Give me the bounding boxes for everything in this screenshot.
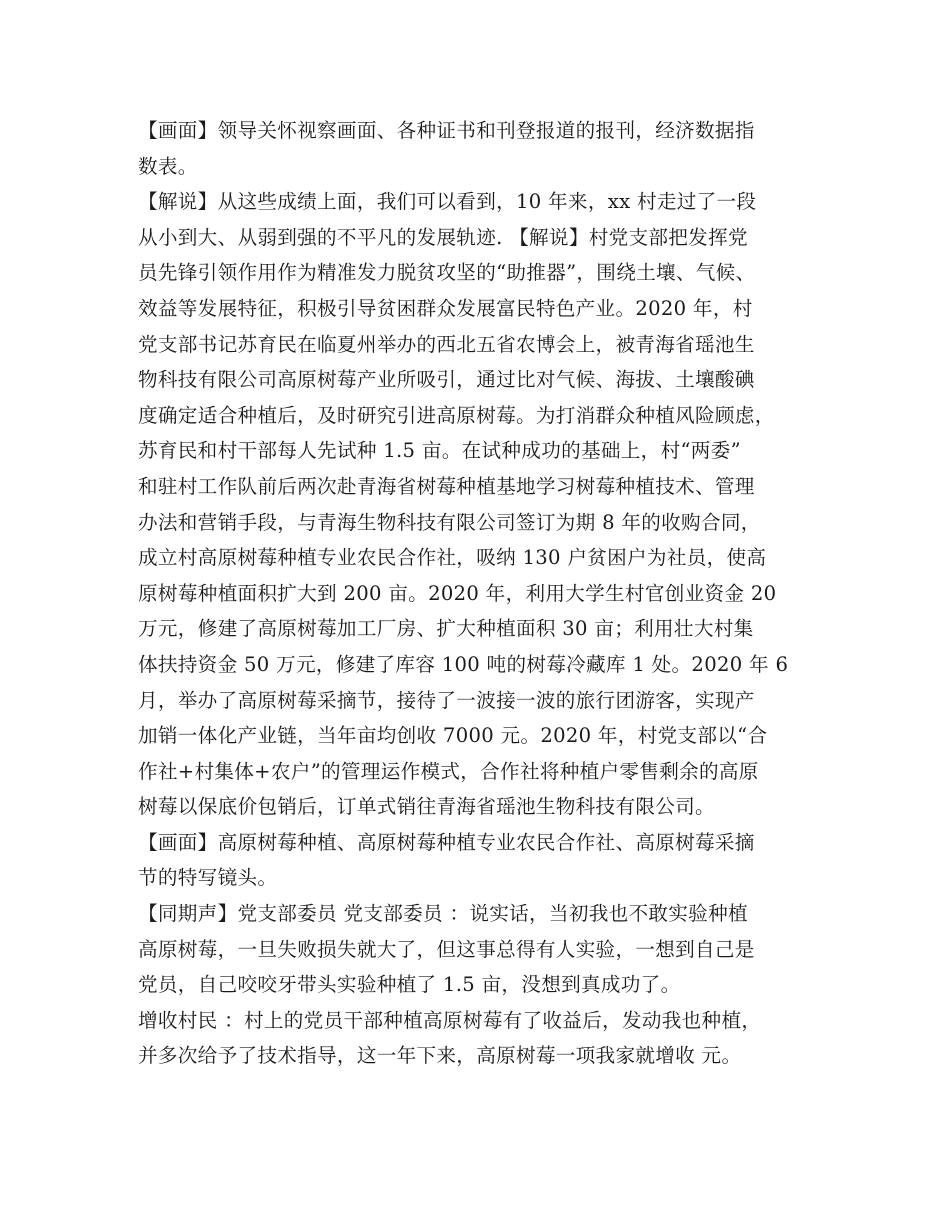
- text-line: 从小到大、从弱到强的不平凡的发展轨迹. 【解说】村党支部把发挥党: [138, 225, 748, 249]
- text-line: 员先锋引领作用作为精准发力脱贫攻坚的“助推器”，围绕土壤、气候、: [138, 261, 756, 285]
- text-line: 苏育民和村干部每人先试种 1.5 亩。在试种成功的基础上，村“两委”: [138, 439, 741, 463]
- text-line: 月，举办了高原树莓采摘节，接待了一波接一波的旅行团游客，实现产: [138, 688, 755, 712]
- text-line: 度确定适合种植后，及时研究引进高原树莓。为打消群众种植风险顾虑，: [138, 403, 775, 427]
- text-line: 增收村民 ：村上的党员干部种植高原树莓有了收益后，发动我也种植，: [138, 1008, 762, 1032]
- text-line: 党支部书记苏育民在临夏州举办的西北五省农博会上，被青海省瑶池生: [138, 332, 755, 356]
- text-line: 作社+村集体+农户”的管理运作模式，合作社将种植户零售剩余的高原: [138, 759, 759, 783]
- text-line: 【画面】高原树莓种植、高原树莓种植专业农民合作社、高原树莓采摘: [138, 830, 755, 854]
- text-line: 成立村高原树莓种植专业农民合作社，吸纳 130 户贫困户为社员，使高: [138, 546, 767, 570]
- document-body: [138, 113, 818, 1074]
- text-line: 和驻村工作队前后两次赴青海省树莓种植基地学习树莓种植技术、管理: [138, 474, 755, 498]
- text-line: 效益等发展特征，积极引导贫困群众发展富民特色产业。2020 年，村: [138, 296, 753, 320]
- text-line: 高原树莓，一旦失败损失就大了，但这事总得有人实验，一想到自己是: [138, 937, 755, 961]
- text-line: 万元，修建了高原树莓加工厂房、扩大种植面积 30 亩；利用壮大村集: [138, 617, 754, 641]
- text-line: 节的特写镜头。: [138, 866, 278, 890]
- text-line: 【解说】从这些成绩上面，我们可以看到，10 年来，xx 村走过了一段: [138, 190, 757, 214]
- text-line: 【画面】领导关怀视察画面、各种证书和刊登报道的报刊，经济数据指: [138, 119, 755, 142]
- text-line: 办法和营销手段，与青海生物科技有限公司签订为期 8 年的收购合同，: [138, 510, 761, 534]
- text-line: 并多次给予了技术指导，这一年下来，高原树莓一项我家就增收 元。: [138, 1044, 742, 1068]
- text-line: 【同期声】党支部委员 党支部委员 ：说实话，当初我也不敢实验种植: [138, 902, 748, 926]
- text-line: 树莓以保底价包销后，订单式销往青海省瑶池生物科技有限公司。: [138, 795, 715, 819]
- text-line: 加销一体化产业链，当年亩均创收 7000 元。2020 年，村党支部以“合: [138, 724, 768, 748]
- text-line: 体扶持资金 50 万元，修建了库容 100 吨的树莓冷藏库 1 处。2020 年 6: [138, 652, 789, 676]
- text-line: 物科技有限公司高原树莓产业所吸引，通过比对气候、海拔、土壤酸碘: [138, 368, 755, 392]
- text-line: 党员，自己咬咬牙带头实验种植了 1.5 亩，没想到真成功了。: [138, 973, 681, 997]
- text-line: 数表。: [138, 154, 198, 178]
- text-line: 原树莓种植面积扩大到 200 亩。2020 年，利用大学生村官创业资金 20: [138, 581, 777, 605]
